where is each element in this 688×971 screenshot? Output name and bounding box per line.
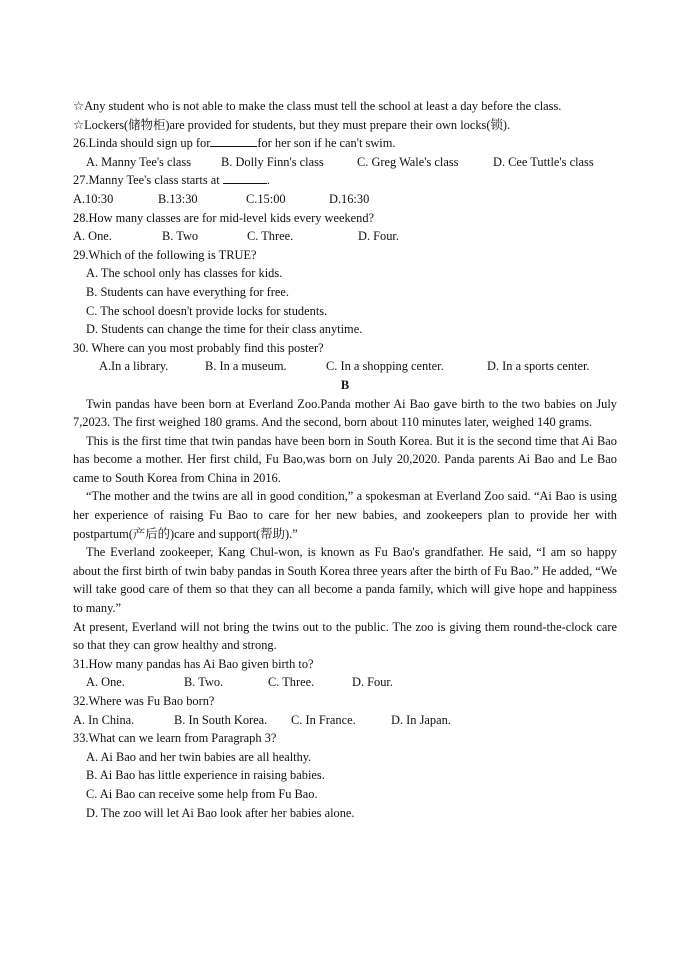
option: C. The school doesn't provide locks for students. [86,303,328,318]
question-29-stem: 29.Which of the following is TRUE? [73,247,257,262]
option: A.10:30 [73,191,114,206]
option: D. Students can change the time for their class anytime. [86,322,363,337]
section-heading: B [340,377,350,392]
passage-paragraph: Twin pandas have been born at Everland Zoo.Panda mother Ai Bao gave birth to the two babies on July 7,2023. The first weighed 180 grams. And the second, born about 110 minutes later, weighed 140 grams. [73,396,617,430]
option: A. One. [73,229,112,244]
option: B. Ai Bao has little experience in raising babies. [86,768,325,783]
passage-paragraph: At present, Everland will not bring the twins out to the public. The zoo is giving them round-the-clock care so that they can grow healthy and strong. [73,619,617,653]
option: B.13:30 [158,191,198,206]
passage-paragraph: The Everland zookeeper, Kang Chul-won, is known as Fu Bao's grandfather. He said, “I am so happy about the first birth of twin baby pandas in South Korea three years after the birth of Fu Bao.” He added, “We will take good care of them so that they can all become a panda family, which will give hope and happiness to many.” [73,545,617,616]
option: D. The zoo will let Ai Bao look after her babies alone. [86,805,355,820]
option: C. In a shopping center. [326,359,444,374]
option: B. In a museum. [205,359,287,374]
question-30-options [73,357,617,376]
option: D. Cee Tuttle's class [493,154,594,169]
note-lockers: ☆Lockers(储物柜)are provided for students, but they must prepare their own locks(锁). [73,117,511,132]
option: C. Three. [247,229,294,244]
option: A. Manny Tee's class [86,154,192,169]
question-27-options [73,190,617,209]
exam-page [73,97,617,822]
passage-paragraph: This is the first time that twin pandas have been born in South Korea. But it is the second time that Ai Bao has become a mother. Her first child, Fu Bao,was born on July 20,2020. Panda parents Ai Bao and Le Bao came to South Korea from China in 2016. [73,433,617,485]
option: B. In South Korea. [174,712,268,727]
option: A. The school only has classes for kids. [86,266,283,281]
question-26-options [73,153,617,172]
option: D. In Japan. [391,712,451,727]
option: D.16:30 [329,191,370,206]
answer-blank [210,134,257,147]
question-31-options [73,673,617,692]
question-32-stem: 32.Where was Fu Bao born? [73,694,215,708]
option: B. Two [162,229,199,244]
option: B. Students can have everything for free. [86,284,289,299]
question-32-options [73,711,617,730]
passage-paragraph: “The mother and the twins are all in good condition,” a spokesman at Everland Zoo said. “Ai Bao is using her experience of raising Fu Bao to care for her new babies, and zookeepers plan to provide her with postpartum(产后的)care and support(帮助).” [73,489,617,541]
question-30-stem: 30. Where can you most probably find this poster? [73,340,324,355]
option: A. Ai Bao and her twin babies are all healthy. [86,749,312,764]
note-absence: ☆Any student who is not able to make the class must tell the school at least a day before the class. [73,99,562,113]
option: C. Ai Bao can receive some help from Fu Bao. [86,786,318,801]
option: C.15:00 [246,191,286,206]
question-27-stem: 27.Manny Tee's class starts at . [73,173,270,188]
option: C. Greg Wale's class [357,154,459,169]
option: D. Four. [352,675,393,690]
option: A. One. [86,675,125,690]
option: A.In a library. [99,359,169,374]
option: C. In France. [291,712,356,727]
option: B. Dolly Finn's class [221,154,324,169]
option: C. Three. [268,675,315,690]
option: D. In a sports center. [487,359,590,374]
question-28-options [73,227,617,246]
question-26-stem: 26.Linda should sign up for for her son if he can't swim. [73,136,396,151]
question-31-stem: 31.How many pandas has Ai Bao given birth to? [73,656,314,671]
option: D. Four. [358,229,399,244]
option: B. Two. [184,675,224,690]
question-33-stem: 33.What can we learn from Paragraph 3? [73,731,277,746]
option: A. In China. [73,712,135,727]
question-28-stem: 28.How many classes are for mid-level kids every weekend? [73,210,375,225]
answer-blank [223,171,267,184]
